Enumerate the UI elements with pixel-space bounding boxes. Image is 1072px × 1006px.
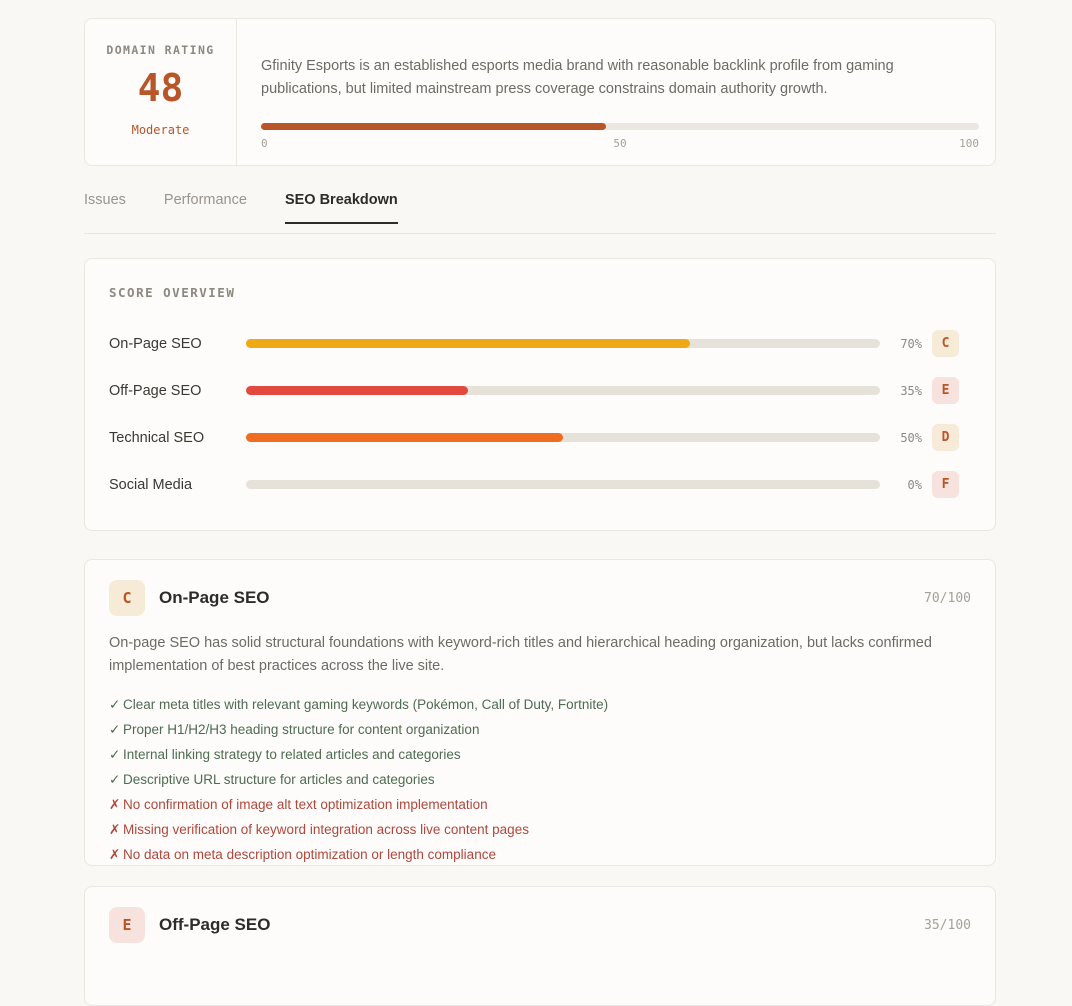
domain-rating-detail <box>261 55 979 151</box>
score-percent: 50% <box>900 430 922 445</box>
grade-badge: D <box>932 424 959 451</box>
domain-rating-summary <box>85 19 237 167</box>
check-icon: ✓ <box>109 772 121 788</box>
check-icon: ✓ <box>109 722 121 738</box>
domain-rating-bar-track <box>261 123 979 130</box>
domain-rating-description: Gfinity Esports is an established esports media brand with reasonable backlink profile from gaming publications, but limited mainstream press coverage constrains domain authority growth. <box>261 58 894 98</box>
finding-item <box>109 792 971 817</box>
detail-card-on-page-seo <box>84 559 996 866</box>
score-row-label: Off-Page SEO <box>109 382 202 399</box>
score-row <box>109 367 971 414</box>
detail-title: Off-Page SEO <box>159 915 271 934</box>
score-overview-title: SCORE OVERVIEW <box>109 285 236 300</box>
scale-mid: 50 <box>613 137 627 151</box>
finding-item <box>109 692 971 717</box>
grade-badge: F <box>932 471 959 498</box>
domain-rating-scale <box>261 137 979 151</box>
cross-icon: ✗ <box>109 847 121 863</box>
score-row <box>109 414 971 461</box>
finding-item <box>109 742 971 767</box>
finding-text: Internal linking strategy to related articles and categories <box>123 747 461 763</box>
detail-card-off-page-seo <box>84 886 996 1006</box>
score-row-list <box>109 320 971 508</box>
finding-text: Clear meta titles with relevant gaming keywords (Pokémon, Call of Duty, Fortnite) <box>123 697 609 713</box>
score-row <box>109 320 971 367</box>
cross-icon: ✗ <box>109 822 121 838</box>
domain-rating-status: Moderate <box>131 123 190 137</box>
finding-text: Descriptive URL structure for articles and categories <box>123 772 435 788</box>
detail-score: 35/100 <box>924 917 971 933</box>
grade-badge: E <box>109 907 145 943</box>
finding-text: No data on meta description optimization or length compliance <box>123 847 496 863</box>
finding-item <box>109 717 971 742</box>
score-row-label: On-Page SEO <box>109 335 202 352</box>
check-icon: ✓ <box>109 747 121 763</box>
detail-description: On-page SEO has solid structural foundations with keyword-rich titles and hierarchical heading organization, but lacks confirmed implementation of best practices across the live site. <box>109 635 932 675</box>
finding-text: Proper H1/H2/H3 heading structure for content organization <box>123 722 480 738</box>
score-bar-track <box>246 386 880 395</box>
finding-item <box>109 767 971 792</box>
detail-title: On-Page SEO <box>159 588 270 607</box>
score-bar-fill <box>246 433 563 442</box>
grade-badge: C <box>109 580 145 616</box>
cross-icon: ✗ <box>109 797 121 813</box>
tab-performance[interactable]: Performance <box>164 192 247 224</box>
detail-score: 70/100 <box>924 590 971 606</box>
scale-min: 0 <box>261 137 268 151</box>
finding-item <box>109 817 971 842</box>
check-icon: ✓ <box>109 697 121 713</box>
domain-rating-bar <box>261 123 979 151</box>
domain-rating-card <box>84 18 996 166</box>
finding-item <box>109 842 971 867</box>
score-bar-track <box>246 480 880 489</box>
grade-badge: C <box>932 330 959 357</box>
finding-text: No confirmation of image alt text optimization implementation <box>123 797 488 813</box>
score-bar-fill <box>246 339 690 348</box>
score-percent: 35% <box>900 383 922 398</box>
score-percent: 0% <box>907 477 922 492</box>
score-row <box>109 461 971 508</box>
score-row-label: Technical SEO <box>109 429 205 446</box>
tab-issues[interactable]: Issues <box>84 192 126 224</box>
finding-text: Missing verification of keyword integration across live content pages <box>123 822 529 838</box>
findings-list <box>109 692 971 867</box>
grade-badge: E <box>932 377 959 404</box>
detail-header <box>109 907 971 943</box>
domain-rating-bar-fill <box>261 123 606 130</box>
tab-bar <box>84 192 996 234</box>
score-percent: 70% <box>900 336 922 351</box>
domain-rating-label: DOMAIN RATING <box>106 43 215 57</box>
score-overview-card <box>84 258 996 531</box>
score-bar-track <box>246 433 880 442</box>
score-bar-fill <box>246 386 468 395</box>
domain-rating-value: 48 <box>137 66 184 110</box>
scale-max: 100 <box>959 137 979 151</box>
score-row-label: Social Media <box>109 476 193 493</box>
score-bar-track <box>246 339 880 348</box>
tab-seo-breakdown[interactable]: SEO Breakdown <box>285 192 398 224</box>
detail-header <box>109 580 971 616</box>
